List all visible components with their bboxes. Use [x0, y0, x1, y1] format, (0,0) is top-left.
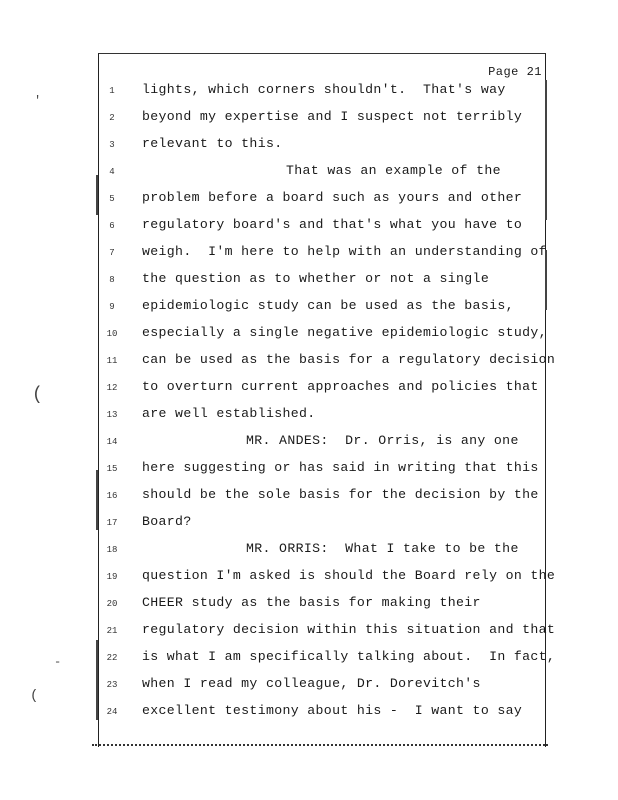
line-text: is what I am specifically talking about. In fact, [142, 649, 556, 664]
transcript-line [0, 350, 618, 377]
line-number: 23 [106, 680, 118, 690]
line-text: Board? [142, 514, 192, 529]
line-text: weigh. I'm here to help with an understanding of [142, 244, 547, 259]
page-number: Page 21 [488, 65, 542, 79]
line-number: 21 [106, 626, 118, 636]
line-text: excellent testimony about his - I want to say [142, 703, 523, 718]
transcript-line [0, 512, 618, 539]
transcript-line [0, 674, 618, 701]
line-text: to overturn current approaches and policies that [142, 379, 539, 394]
transcript-line [0, 80, 618, 107]
scan-mark: ( [30, 688, 39, 704]
line-number: 17 [106, 518, 118, 528]
line-number: 20 [106, 599, 118, 609]
line-text: MR. ANDES: Dr. Orris, is any one [246, 433, 519, 448]
line-text: problem before a board such as yours and other [142, 190, 523, 205]
line-text: should be the sole basis for the decision by the [142, 487, 539, 502]
line-number: 18 [106, 545, 118, 555]
transcript-line [0, 323, 618, 350]
line-number: 19 [106, 572, 118, 582]
transcript-line [0, 701, 618, 728]
line-number: 22 [106, 653, 118, 663]
line-text: question I'm asked is should the Board rely on the [142, 568, 556, 583]
line-text: CHEER study as the basis for making their [142, 595, 481, 610]
line-text: especially a single negative epidemiologic study, [142, 325, 547, 340]
line-number: 16 [106, 491, 118, 501]
line-number: 14 [106, 437, 118, 447]
transcript-line [0, 404, 618, 431]
transcript-line [0, 431, 618, 458]
transcript-line [0, 188, 618, 215]
line-text: regulatory board's and that's what you have to [142, 217, 523, 232]
transcript-lines [0, 80, 618, 728]
scan-mark: ( [32, 385, 43, 405]
line-number: 1 [109, 86, 115, 96]
line-number: 8 [109, 275, 115, 285]
line-text: That was an example of the [286, 163, 501, 178]
transcript-line [0, 161, 618, 188]
line-text: when I read my colleague, Dr. Dorevitch's [142, 676, 481, 691]
transcript-line [0, 620, 618, 647]
line-text: the question as to whether or not a single [142, 271, 490, 286]
transcript-line [0, 296, 618, 323]
transcript-line [0, 107, 618, 134]
line-number: 6 [109, 221, 115, 231]
scan-mark: - [54, 655, 62, 669]
transcript-line [0, 647, 618, 674]
transcript-line [0, 377, 618, 404]
transcript-line [0, 593, 618, 620]
transcript-line [0, 485, 618, 512]
line-number: 15 [106, 464, 118, 474]
line-number: 2 [109, 113, 115, 123]
scan-mark: ' [34, 94, 42, 108]
line-number: 9 [109, 302, 115, 312]
transcript-line [0, 242, 618, 269]
line-text: lights, which corners shouldn't. That's way [142, 82, 506, 97]
line-text: regulatory decision within this situation and that [142, 622, 556, 637]
transcript-line [0, 458, 618, 485]
line-number: 24 [106, 707, 118, 717]
transcript-line [0, 134, 618, 161]
line-number: 4 [109, 167, 115, 177]
transcript-line [0, 215, 618, 242]
line-text: beyond my expertise and I suspect not terribly [142, 109, 523, 124]
line-text: MR. ORRIS: What I take to be the [246, 541, 519, 556]
bottom-rule [92, 744, 548, 746]
transcript-line [0, 566, 618, 593]
line-number: 11 [106, 356, 118, 366]
line-number: 13 [106, 410, 118, 420]
transcript-line [0, 269, 618, 296]
line-text: are well established. [142, 406, 316, 421]
line-text: epidemiologic study can be used as the basis, [142, 298, 514, 313]
line-number: 3 [109, 140, 115, 150]
line-number: 12 [106, 383, 118, 393]
line-text: relevant to this. [142, 136, 283, 151]
line-number: 10 [106, 329, 118, 339]
transcript-line [0, 539, 618, 566]
line-text: can be used as the basis for a regulatory decision [142, 352, 556, 367]
line-number: 7 [109, 248, 115, 258]
line-number: 5 [109, 194, 115, 204]
line-text: here suggesting or has said in writing that this [142, 460, 539, 475]
